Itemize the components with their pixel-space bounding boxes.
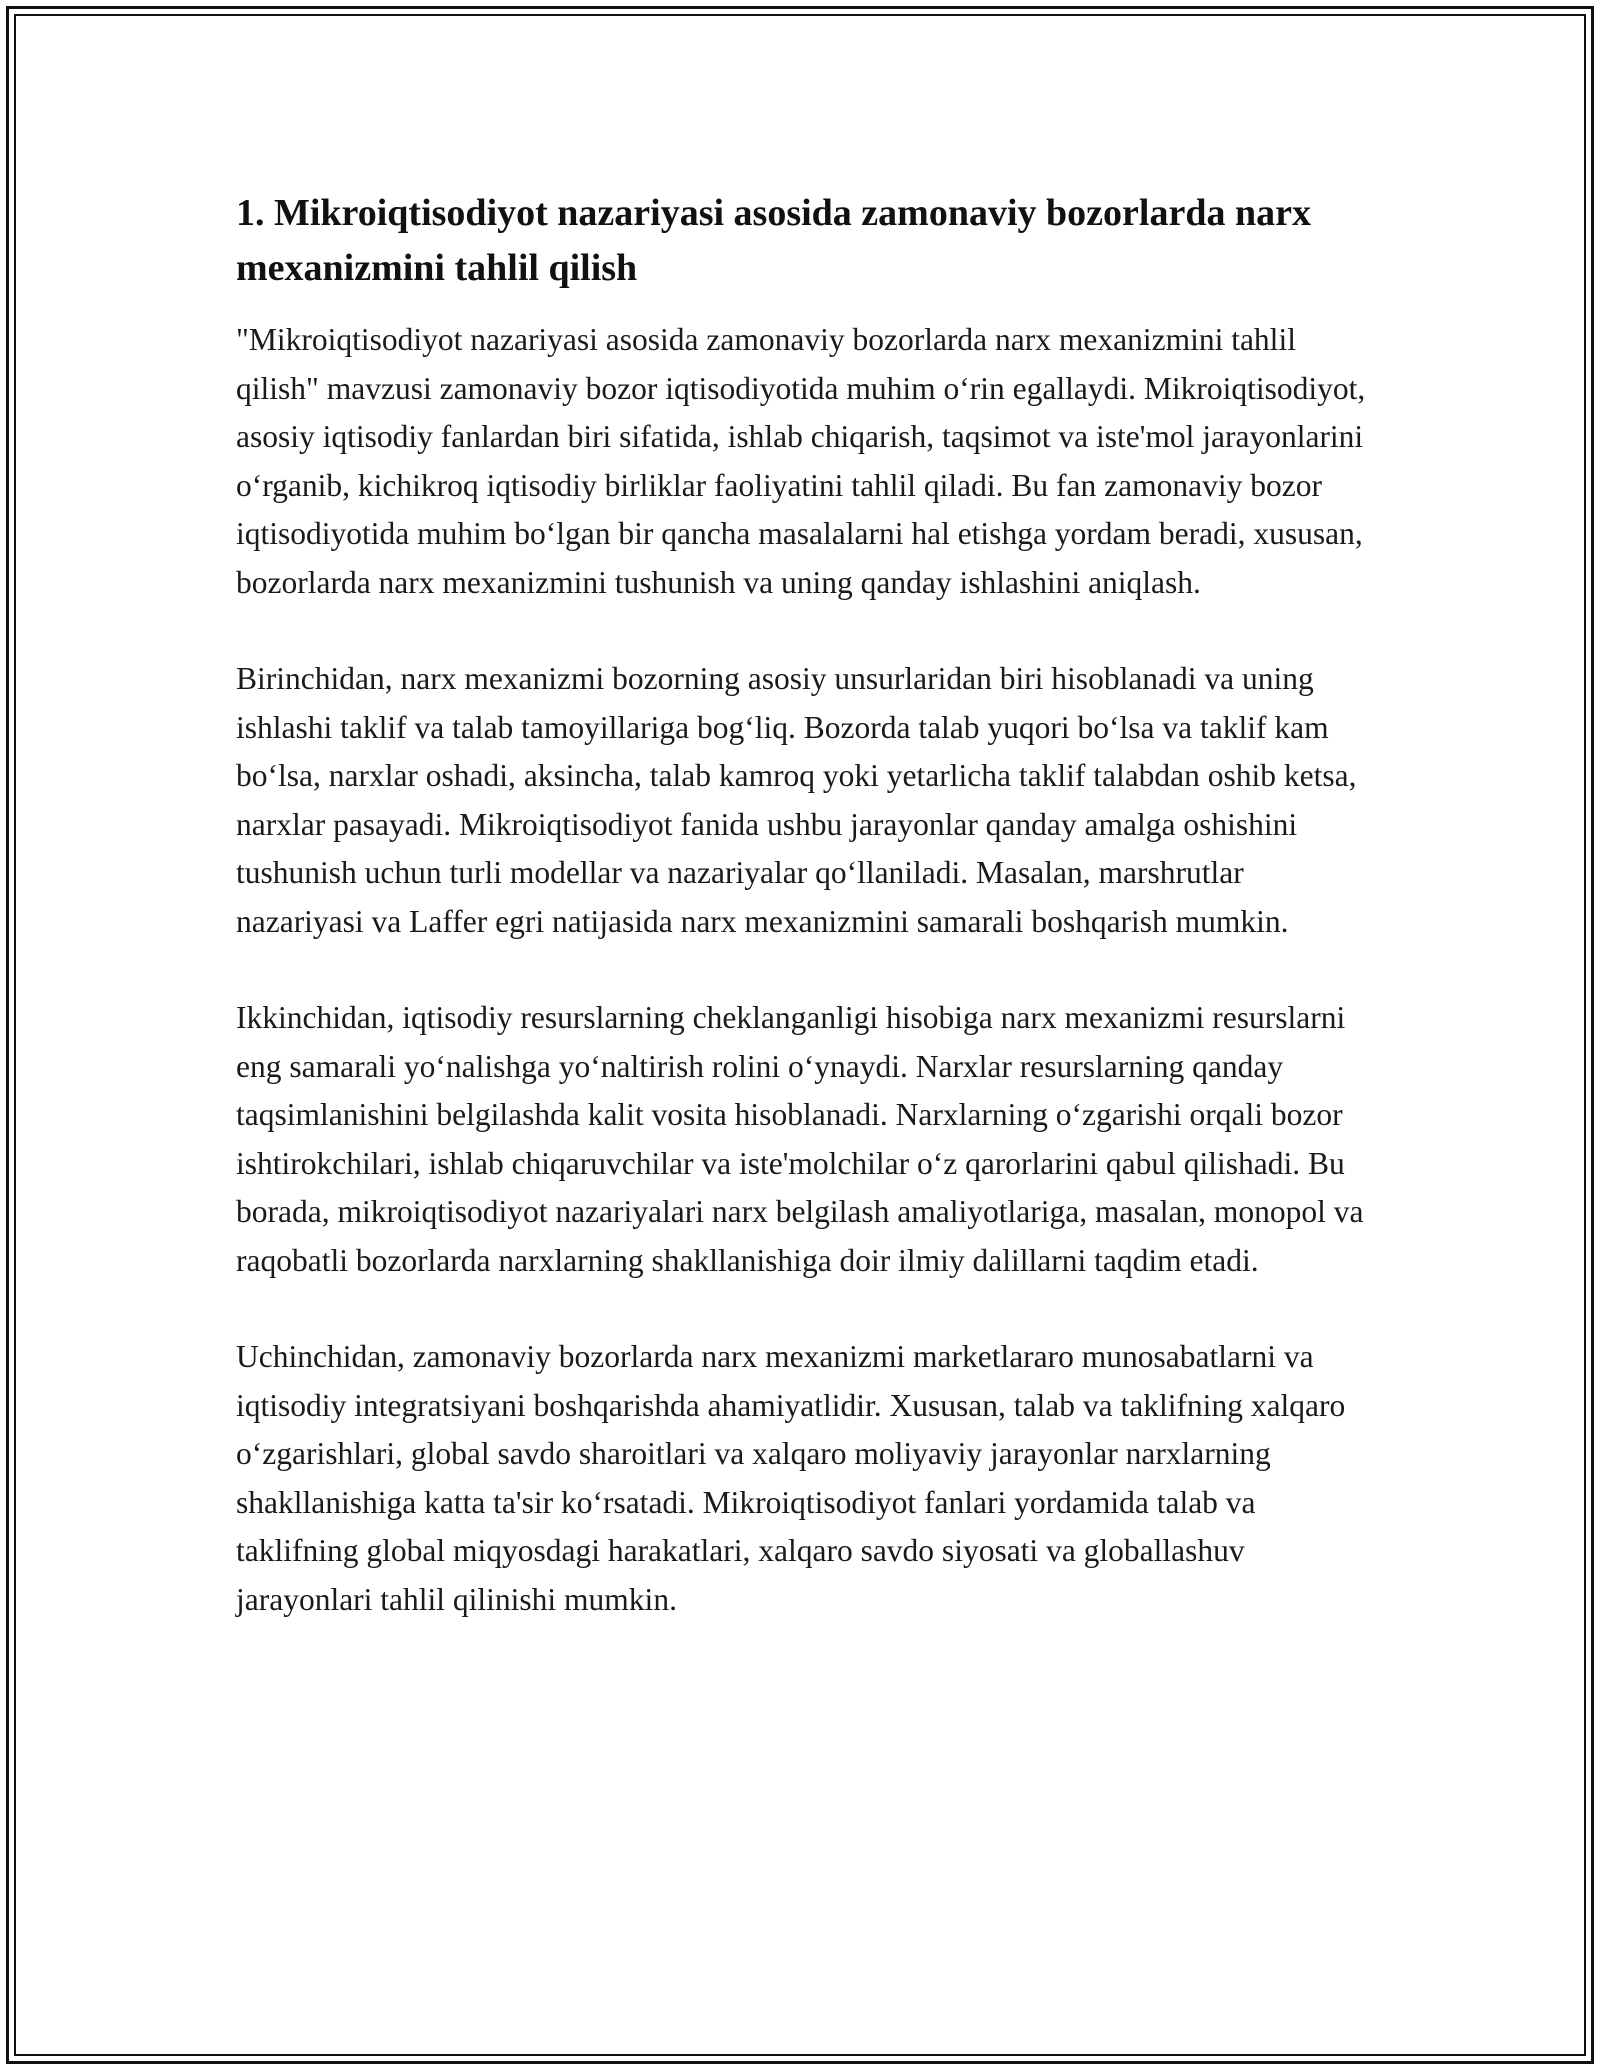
- paragraph-intro: "Mikroiqtisodiyot nazariyasi asosida zamonaviy bozorlarda narx mexanizmini tahlil qilish" mavzusi zamonaviy bozor iqtisodiyotida muhim o‘rin egallaydi. Mikroiqtisodiyot, asosiy iqtisodiy fanlardan biri sifatida, ishlab chiqarish, taqsimot va iste'mol jarayonlarini o‘rganib, kichikroq iqtisodiy birliklar faoliyatini tahlil qiladi. Bu fan zamonaviy bozor iqtisodiyotida muhim bo‘lgan bir qancha masalalarni hal etishga yordam beradi, xususan, bozorlarda narx mexanizmini tushunish va uning qanday ishlashini aniqlash.: [236, 322, 1366, 600]
- paragraph-second-point: Ikkinchidan, iqtisodiy resurslarning cheklanganligi hisobiga narx mexanizmi resurslarni eng samarali yo‘nalishga yo‘naltirish rolini o‘ynaydi. Narxlar resurslarning qanday taqsimlanishini belgilashda kalit vosita hisoblanadi. Narxlarning o‘zgarishi orqali bozor ishtirokchilari, ishlab chiqaruvchilar va iste'molchilar o‘z qarorlarini qabul qilishadi. Bu borada, mikroiqtisodiyot nazariyalari narx belgilash amaliyotlariga, masalan, monopol va raqobatli bozorlarda narxlarning shakllanishiga doir ilmiy dalillarni taqdim etadi.: [236, 1000, 1364, 1278]
- document-body: [236, 186, 1376, 1672]
- section-heading: 1. Mikroiqtisodiyot nazariyasi asosida zamonaviy bozorlarda narx mexanizmini tahlil qilish: [236, 192, 1311, 289]
- paragraph-third-point: Uchinchidan, zamonaviy bozorlarda narx mexanizmi marketlararo munosabatlarni va iqtisodiy integratsiyani boshqarishda ahamiyatlidir. Xususan, talab va taklifning xalqaro o‘zgarishlari, global savdo sharoitlari va xalqaro moliyaviy jarayonlar narxlarning shakllanishiga katta ta'sir ko‘rsatadi. Mikroiqtisodiyot fanlari yordamida talab va taklifning global miqyosdagi harakatlari, xalqaro savdo siyosati va globallashuv jarayonlari tahlil qilinishi mumkin.: [236, 1339, 1346, 1617]
- paragraph-first-point: Birinchidan, narx mexanizmi bozorning asosiy unsurlaridan biri hisoblanadi va uning ishlashi taklif va talab tamoyillariga bog‘liq. Bozorda talab yuqori bo‘lsa va taklif kam bo‘lsa, narxlar oshadi, aksincha, talab kamroq yoki yetarlicha taklif talabdan oshib ketsa, narxlar pasayadi. Mikroiqtisodiyot fanida ushbu jarayonlar qanday amalga oshishini tushunish uchun turli modellar va nazariyalar qo‘llaniladi. Masalan, marshrutlar nazariyasi va Laffer egri natijasida narx mexanizmini samarali boshqarish mumkin.: [236, 661, 1357, 939]
